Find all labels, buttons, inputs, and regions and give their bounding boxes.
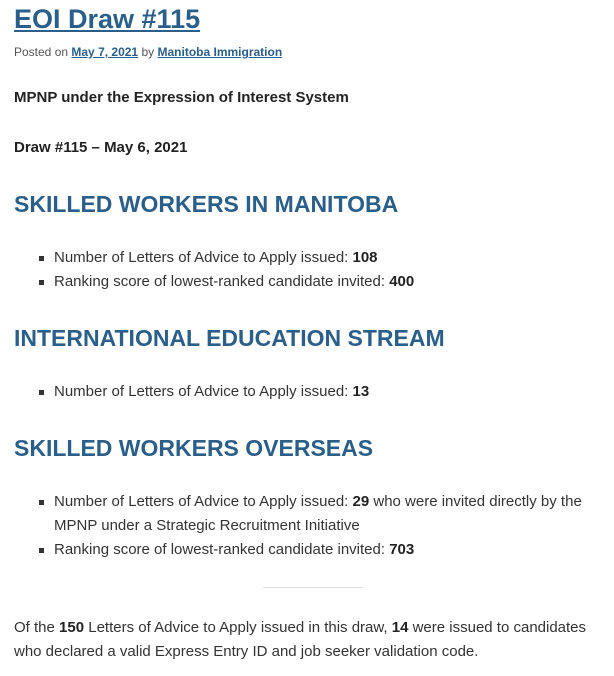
section-list <box>14 380 604 404</box>
bullet-icon <box>39 280 44 285</box>
list-item <box>14 246 604 270</box>
section-heading: SKILLED WORKERS OVERSEAS <box>14 435 374 461</box>
item-value: 29 <box>352 493 370 510</box>
meta-prefix: Posted on <box>14 45 69 59</box>
bullet-icon <box>39 548 44 553</box>
item-text: Ranking score of lowest-ranked candidate invited: <box>54 273 390 290</box>
item-value: 400 <box>389 273 415 290</box>
list-item <box>14 538 604 562</box>
item-text: Number of Letters of Advice to Apply issued: <box>54 383 353 400</box>
item-value: 108 <box>352 249 378 266</box>
closing-ee-count: 14 <box>391 619 409 636</box>
meta-by: by <box>141 45 155 59</box>
closing-text: were issued to candidates who declared a valid Express Entry ID and job seeker validation code. <box>14 619 587 660</box>
post-date-link[interactable]: May 7, 2021 <box>71 45 139 59</box>
post-meta <box>14 44 282 60</box>
list-item <box>14 490 604 538</box>
draw-line: Draw #115 – May 6, 2021 <box>14 139 188 156</box>
item-value: 13 <box>352 383 370 400</box>
closing-text: Of the <box>14 619 60 636</box>
section-heading: INTERNATIONAL EDUCATION STREAM <box>14 325 445 351</box>
closing-text: Letters of Advice to Apply issued in this draw, <box>84 619 392 636</box>
closing-paragraph <box>14 616 604 664</box>
list-item <box>14 380 604 404</box>
post-title[interactable]: EOI Draw #115 <box>14 4 201 34</box>
item-text: Number of Letters of Advice to Apply issued: <box>54 493 353 510</box>
bullet-icon <box>39 500 44 505</box>
bullet-icon <box>39 390 44 395</box>
section-list <box>14 490 604 562</box>
intro-text: MPNP under the Expression of Interest System <box>14 89 349 106</box>
divider <box>263 587 363 588</box>
item-value: 703 <box>389 541 415 558</box>
item-suffix: who were invited directly by the MPNP under a Strategic Recruitment Initiative <box>54 493 582 534</box>
item-text: Number of Letters of Advice to Apply issued: <box>54 249 353 266</box>
section-list <box>14 246 604 294</box>
author-link[interactable]: Manitoba Immigration <box>157 45 283 59</box>
section-heading: SKILLED WORKERS IN MANITOBA <box>14 191 399 217</box>
item-text: Ranking score of lowest-ranked candidate invited: <box>54 541 390 558</box>
closing-total: 150 <box>59 619 85 636</box>
bullet-icon <box>39 256 44 261</box>
list-item <box>14 270 604 294</box>
